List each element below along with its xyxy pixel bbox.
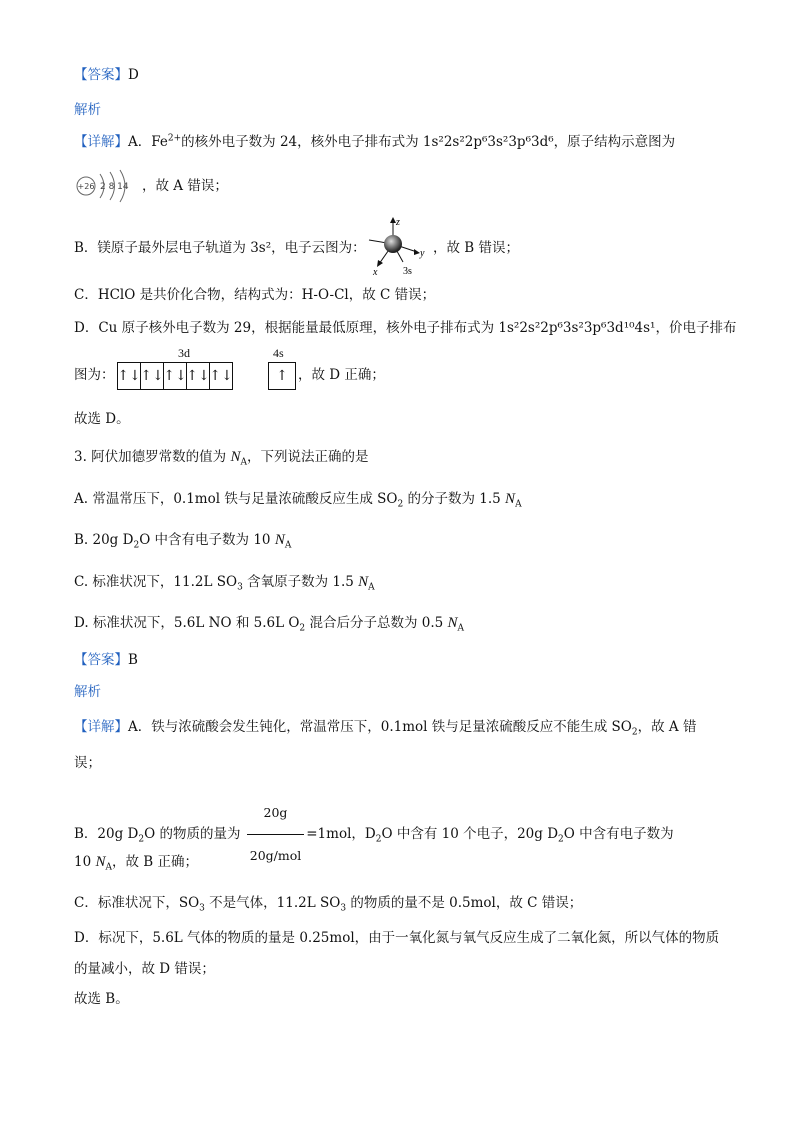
detail-b-line: B．镁原子最外层电子轨道为 3s²，电子云图为： — [74, 240, 366, 256]
detail-a-line-2b: 误； — [74, 755, 101, 771]
cloud-label: 3s — [403, 266, 412, 277]
answer-line-1 — [74, 66, 139, 84]
orbital-3d-boxes — [117, 362, 233, 390]
detail-a-line: 【详解】A．$Fe^{2+}$的核外电子数为 24，核外电子排布式为 1s²2s²2p⁶3s²3p⁶3d⁶，原子结构示意图为 — [74, 133, 676, 150]
detail-c-line-2: C．标准状况下，$SO_3$ 不是气体，11.2L $SO_3$ 的物质的量不是 0.5mol，故 C 错误； — [74, 895, 583, 914]
answer-value: D — [128, 67, 139, 83]
detail-a-line-2: 【详解】A．铁与浓硫酸会发生钝化，常温常压下，0.1mol 铁与足量浓硫酸反应不能生成 $SO_2$，故 A 错 — [74, 719, 697, 738]
question-3-stem: 3. 阿伏加德罗常数的值为 $N_A$，下列说法正确的是 — [74, 449, 369, 468]
orbital-4s-label: 4s — [273, 346, 284, 360]
orbital-tail: ，故 D 正确； — [298, 367, 385, 383]
orbital-prefix: 图为： — [74, 367, 115, 383]
analysis-label-2: 解析 — [74, 684, 101, 700]
orbital-box: ↑↓ — [210, 362, 233, 390]
detail-label: 【详解】 — [74, 134, 128, 150]
detail-b-line-2b: 10 $N_A$，故 B 正确； — [74, 854, 199, 873]
cloud-axis-y: y — [420, 248, 425, 259]
orbital-box: ↑↓ — [141, 362, 164, 390]
answer-label: 【答案】 — [74, 67, 128, 83]
answer-line-2: 【答案】B — [74, 652, 138, 668]
electron-cloud-diagram — [365, 216, 435, 278]
analysis-label-1: 解析 — [74, 102, 101, 118]
orbital-box: ↑↓ — [164, 362, 187, 390]
cloud-axis-x: x — [373, 267, 378, 278]
molar-fraction: $\frac{20g}{\text{20g/mol}}$ — [247, 793, 305, 876]
atom-shells-label: 2 8 14 — [100, 182, 129, 192]
option-b: B. 20g $D_2O$ 中含有电子数为 10 $N_A$ — [74, 532, 292, 551]
option-a: A. 常温常压下，0.1mol 铁与足量浓硫酸反应生成 $SO_2$ 的分子数为 1.5 $N_A$ — [74, 491, 522, 510]
detail-d-line-2b: 的量减小，故 D 错误； — [74, 961, 215, 977]
atom-tail-text: ，故 A 错误； — [142, 178, 228, 194]
cloud-tail-text: ，故 B 错误； — [433, 240, 520, 256]
conclusion-1: 故选 D。 — [74, 411, 130, 427]
conclusion-2: 故选 B。 — [74, 991, 129, 1007]
orbital-4s-box: ↑ — [268, 362, 296, 390]
cloud-axis-z: z — [396, 217, 400, 228]
orbital-3d-label: 3d — [178, 346, 190, 360]
na-symbol: N — [230, 449, 241, 465]
detail-c-line: C．HClO 是共价化合物，结构式为：H-O-Cl，故 C 错误； — [74, 287, 436, 303]
orbital-box: ↑↓ — [187, 362, 210, 390]
orbital-box: ↑↓ — [117, 362, 141, 390]
detail-b-line-2: B．20g $D_2O$ 的物质的量为 $\frac{20g}{\text{20g/mol}}$ =1mol，$D_2O$ 中含有 10 个电子，20g $D_2O$ 中含有电子数为 — [74, 793, 674, 876]
atom-structure-diagram — [74, 168, 146, 208]
detail-d-line-2: D．标况下，5.6L 气体的物质的量是 0.25mol，由于一氧化氮与氧气反应生成了二氧化氮，所以气体的物质 — [74, 930, 720, 946]
option-c: C. 标准状况下，11.2L $SO_3$ 含氧原子数为 1.5 $N_A$ — [74, 574, 375, 593]
atom-nucleus-label: +26 — [77, 182, 95, 191]
option-d: D. 标准状况下，5.6L NO 和 5.6L $O_2$ 混合后分子总数为 0.5 $N_A$ — [74, 615, 465, 634]
detail-d-line-1: D．Cu 原子核外电子数为 29，根据能量最低原理，核外电子排布式为 1s²2s²2p⁶3s²3p⁶3d¹⁰4s¹，价电子排布 — [74, 320, 737, 336]
